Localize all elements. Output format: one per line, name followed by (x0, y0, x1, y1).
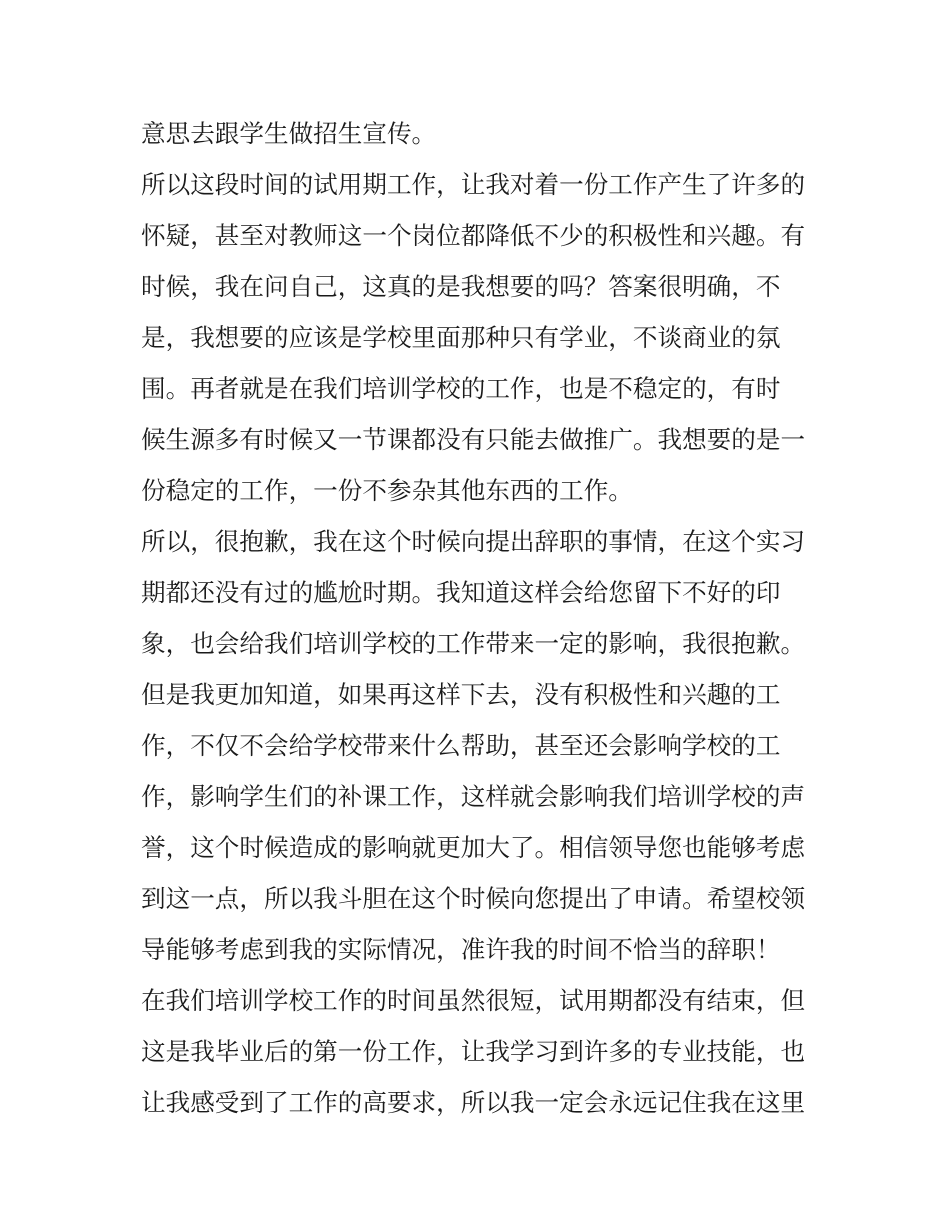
text-line: 候生源多有时候又一节课都没有只能去做推广。我想要的是一 (141, 425, 806, 454)
text-line: 期都还没有过的尴尬时期。我知道这样会给您留下不好的印 (141, 578, 781, 607)
text-line: 作，不仅不会给学校带来什么帮助，甚至还会影响学校的工 (141, 731, 781, 760)
text-line: 在我们培训学校工作的时间虽然很短，试用期都没有结束，但 (141, 986, 806, 1015)
text-line: 誉，这个时候造成的影响就更加大了。相信领导您也能够考虑 (141, 833, 806, 862)
document-body (141, 108, 821, 1128)
text-line: 时候，我在问自己，这真的是我想要的吗？答案很明确，不 (141, 272, 781, 301)
text-line: 所以，很抱歉，我在这个时候向提出辞职的事情，在这个实习 (141, 527, 806, 556)
text-line: 象，也会给我们培训学校的工作带来一定的影响，我很抱歉。 (141, 629, 806, 658)
text-line: 所以这段时间的试用期工作，让我对着一份工作产生了许多的 (141, 170, 806, 199)
text-line: 份稳定的工作，一份不参杂其他东西的工作。 (141, 476, 633, 505)
text-line: 这是我毕业后的第一份工作，让我学习到许多的专业技能，也 (141, 1037, 806, 1066)
text-line: 作，影响学生们的补课工作，这样就会影响我们培训学校的声 (141, 782, 806, 811)
text-line: 让我感受到了工作的高要求，所以我一定会永远记住我在这里 (141, 1088, 806, 1117)
text-line: 是，我想要的应该是学校里面那种只有学业，不谈商业的氛 (141, 323, 781, 352)
text-line: 意思去跟学生做招生宣传。 (141, 119, 437, 148)
text-line: 但是我更加知道，如果再这样下去，没有积极性和兴趣的工 (141, 680, 781, 709)
text-line: 到这一点，所以我斗胆在这个时候向您提出了申请。希望校领 (141, 884, 806, 913)
text-line: 怀疑，甚至对教师这一个岗位都降低不少的积极性和兴趣。有 (141, 221, 806, 250)
text-line: 导能够考虑到我的实际情况，准许我的时间不恰当的辞职！ (141, 935, 781, 964)
text-line: 围。再者就是在我们培训学校的工作，也是不稳定的，有时 (141, 374, 781, 403)
